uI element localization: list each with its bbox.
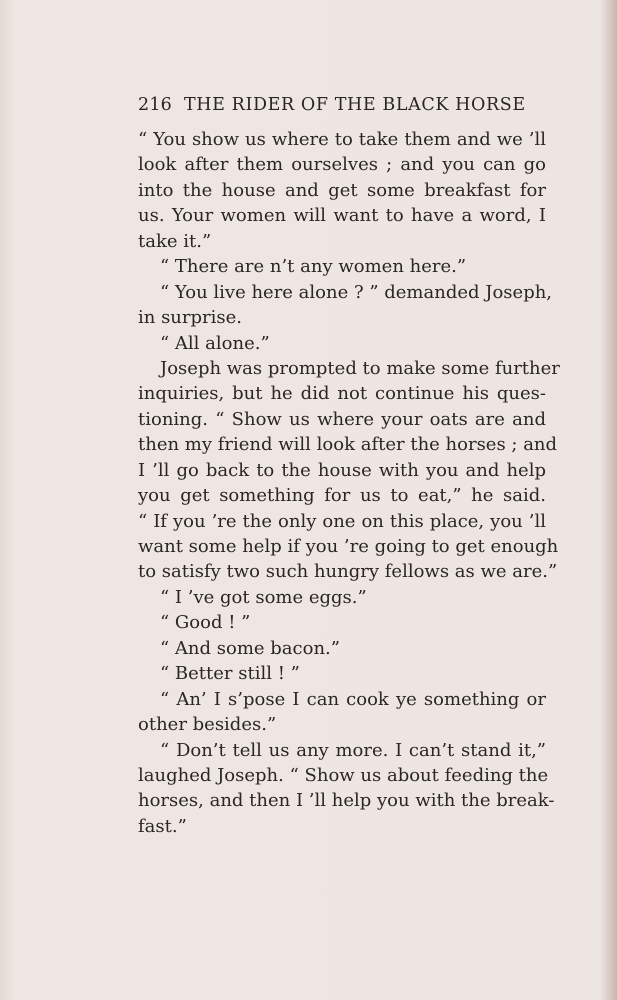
page-number: 216 [138,95,173,115]
text-line: “ You show us where to take them and we ’ll [138,129,546,150]
text-line: you get something for us to eat,” he said. [138,485,546,507]
text-line: to satisfy two such hungry fellows as we are.” [138,561,558,583]
text-line: in surprise. [138,307,243,329]
text-line: fast.” [138,815,187,837]
text-line: “ Better still ! ” [160,663,300,685]
text-line: want some help if you ’re going to get enough [138,536,559,557]
text-line: look after them ourselves ; and you can go [138,154,546,176]
running-title: THE RIDER OF THE BLACK HORSE [184,95,526,115]
text-line: “ All alone.” [160,332,270,354]
text-line: I ’ll go back to the house with you and help [138,459,546,481]
text-line: us. Your women will want to have a word, I [138,205,546,227]
text-line: “ I ’ve got some eggs.” [160,586,367,608]
text-line: “ An’ I s’pose I can cook ye something or [160,688,546,710]
text-line: horses, and then I ’ll help you with the break- [138,790,555,812]
text-line: into the house and get some breakfast for [138,179,546,201]
text-line: “ Don’t tell us any more. I can’t stand it,” [160,739,546,761]
text-line: Joseph was prompted to make some further [160,357,560,379]
text-line: “ And some bacon.” [160,637,340,659]
text-line: “ Good ! ” [160,612,251,634]
text-line: inquiries, but he did not continue his ques- [138,383,546,405]
running-head [138,95,548,123]
body-text [138,127,560,839]
text-line: take it.” [138,230,212,252]
text-line: “ If you ’re the only one on this place, you ’ll [138,510,546,532]
text-line: laughed Joseph. “ Show us about feeding the [138,764,549,786]
text-line: other besides.” [138,714,277,736]
text-line: “ There are n’t any women here.” [160,256,467,278]
text-line: “ You live here alone ? ” demanded Joseph, [160,281,553,303]
text-line: tioning. “ Show us where your oats are and [138,408,546,430]
text-line: then my friend will look after the horses ; and [138,434,558,456]
